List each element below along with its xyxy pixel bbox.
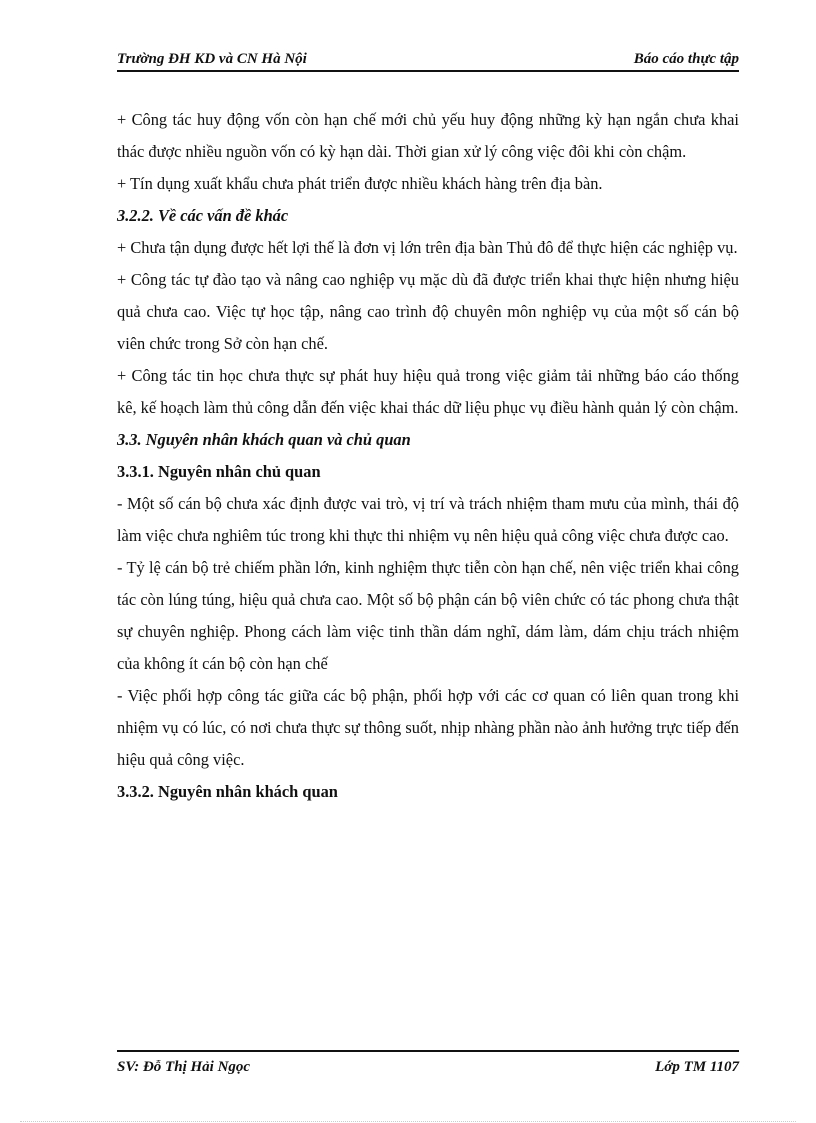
document-body bbox=[117, 104, 739, 808]
paragraph-capital-advantage: + Chưa tận dụng được hết lợi thế là đơn vị lớn trên địa bàn Thủ đô để thực hiện các nghiệp vụ. bbox=[117, 238, 738, 257]
footer-class-name: Lớp TM 1107 bbox=[655, 1059, 739, 1075]
section-heading-3-2-2: 3.2.2. Về các vấn đề khác bbox=[117, 206, 289, 225]
footer-student-name: SV: Đỗ Thị Hải Ngọc bbox=[117, 1059, 251, 1075]
paragraph-it-work: + Công tác tin học chưa thực sự phát huy hiệu quả trong việc giảm tải những báo cáo thống kê, kế hoạch làm thủ công dẫn đến việc khai thác dữ liệu phục vụ điều hành quản lý còn chậm. bbox=[117, 366, 739, 417]
paragraph-coordination: - Việc phối hợp công tác giữa các bộ phận, phối hợp với các cơ quan có liên quan trong khi nhiệm vụ có lúc, có nơi chưa thực sự thông suốt, nhịp nhàng phần nào ảnh hưởng trực tiếp đến hiệu quả công việc. bbox=[117, 686, 739, 769]
paragraph-export-credit: + Tín dụng xuất khẩu chưa phát triển được nhiều khách hàng trên địa bàn. bbox=[117, 174, 603, 193]
header-school-name: Trường ĐH KD và CN Hà Nội bbox=[117, 51, 307, 67]
header-divider bbox=[117, 70, 739, 72]
section-heading-3-3: 3.3. Nguyên nhân khách quan và chủ quan bbox=[117, 430, 411, 449]
paragraph-young-staff: - Tỷ lệ cán bộ trẻ chiếm phần lớn, kinh nghiệm thực tiễn còn hạn chế, nên việc triển khai công tác còn lúng túng, hiệu quả chưa cao. Một số bộ phận cán bộ viên chức có tác phong chưa thật sự chuyên nghiệp. Phong cách làm việc tinh thần dám nghĩ, dám làm, dám chịu trách nhiệm của không ít cán bộ còn hạn chế bbox=[117, 558, 739, 673]
paragraph-staff-roles: - Một số cán bộ chưa xác định được vai trò, vị trí và trách nhiệm tham mưu của mình, thái độ làm việc chưa nghiêm túc trong khi thực thi nhiệm vụ nên hiệu quả công việc chưa được cao. bbox=[117, 494, 739, 545]
section-heading-3-3-1: 3.3.1. Nguyên nhân chủ quan bbox=[117, 462, 321, 481]
footer-divider bbox=[117, 1050, 739, 1052]
header-report-title: Báo cáo thực tập bbox=[633, 51, 739, 67]
paragraph-capital-mobilization: + Công tác huy động vốn còn hạn chế mới chủ yếu huy động những kỳ hạn ngắn chưa khai thác được nhiều nguồn vốn có kỳ hạn dài. Thời gian xử lý công việc đôi khi còn chậm. bbox=[117, 110, 739, 161]
page-footer bbox=[117, 1056, 739, 1078]
page-bottom-edge bbox=[20, 1121, 796, 1122]
paragraph-training: + Công tác tự đào tạo và nâng cao nghiệp vụ mặc dù đã được triển khai thực hiện nhưng hiệu quả chưa cao. Việc tự học tập, nâng cao trình độ chuyên môn nghiệp vụ của một số cán bộ viên chức trong Sở còn hạn chế. bbox=[117, 270, 739, 353]
section-heading-3-3-2: 3.3.2. Nguyên nhân khách quan bbox=[117, 782, 338, 801]
page-header bbox=[117, 48, 739, 70]
